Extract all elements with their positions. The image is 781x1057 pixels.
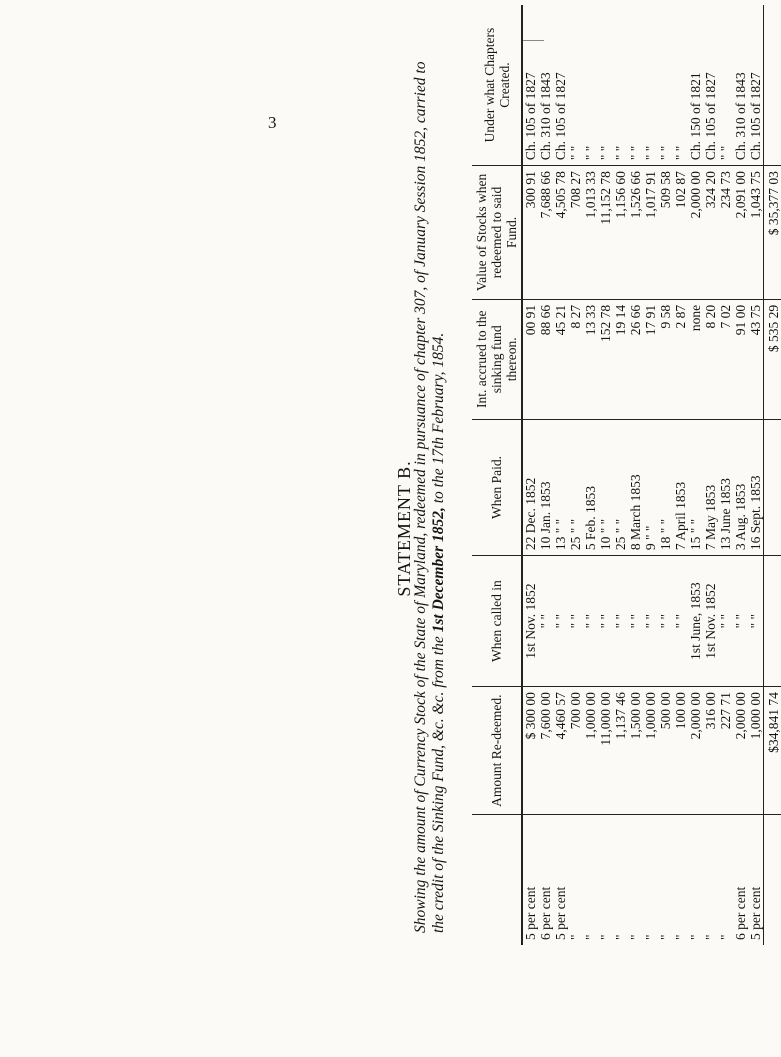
cell-paid: 9 " " [643,419,658,555]
cell-value: 4,505 78 [553,166,568,300]
cell-rate: " [583,934,598,940]
cell-value: 1,017 91 [643,166,658,300]
cell-rate: 5 per cent [553,886,568,940]
total-called [764,556,781,687]
cell-chapter: " " [628,5,643,166]
cell-paid: 15 " " [688,419,703,555]
cell-called: " " [628,556,643,687]
cell-amount: 11,000 00 [598,687,613,815]
cell-rate: " [718,934,733,940]
cell-interest: 88 66 [538,299,553,419]
cell-rate: " [628,934,643,940]
cell-chapter: " " [673,5,688,166]
table-row [522,5,538,945]
header-chapter: Under what Chapters Created. [472,5,522,166]
cell-amount: 1,000 00 [583,687,598,815]
cell-amount: 316 00 [703,687,718,815]
totals-row [764,5,781,945]
cell-interest: 2 87 [673,299,688,419]
cell-value: 7,688 66 [538,166,553,300]
cell-paid: 25 " " [613,419,628,555]
table-row [538,5,553,945]
total-interest: $ 535 29 [764,299,781,419]
subtitle-text: Showing the amount of Currency Stock of the State of Maryland, redeemed in pursuance of chapter 307, of January Session 1852, carried to the credit of the Sinking Fund, &c. &c. from the [412,61,447,933]
cell-value: 324 20 [703,166,718,300]
cell-interest: 43 75 [748,299,764,419]
cell-called: " " [553,556,568,687]
redemption-table [472,5,781,945]
table-row [553,5,568,945]
cell-chapter: Ch. 310 of 1843 [733,5,748,166]
cell-interest: 45 21 [553,299,568,419]
cell-amount: 700 00 [568,687,583,815]
header-value: Value of Stocks when redeemed to said Fund. [472,166,522,300]
table-row [718,5,733,945]
cell-amount: 1,137 46 [613,687,628,815]
cell-interest: 8 27 [568,299,583,419]
cell-interest: 152 78 [598,299,613,419]
table-body [522,5,764,945]
total-chapter [764,5,781,166]
cell-paid: 3 Aug. 1853 [733,419,748,555]
cell-rate: 5 per cent [523,886,538,940]
header-amount: Amount Re-deemed. [472,687,522,815]
table-header-row [472,5,522,945]
subtitle-end: to the 17th February, 1854. [430,332,447,504]
table-row [628,5,643,945]
cell-called: 1st Nov. 1852 [703,556,718,687]
table-row [703,5,718,945]
cell-value: 708 27 [568,166,583,300]
cell-value: 2,000 00 [688,166,703,300]
cell-value: 509 58 [658,166,673,300]
cell-called: 1st Nov. 1852 [522,556,538,687]
table-row [733,5,748,945]
cell-amount: 500 00 [658,687,673,815]
cell-paid: 10 " " [598,419,613,555]
cell-chapter: Ch. 105 of 1827 [553,5,568,166]
cell-interest: 13 33 [583,299,598,419]
cell-paid: 7 April 1853 [673,419,688,555]
cell-value: 1,156 60 [613,166,628,300]
cell-interest: 9 58 [658,299,673,419]
total-value: $ 35,377 03 [764,166,781,300]
cell-called: " " [568,556,583,687]
cell-interest: 00 91 [522,299,538,419]
cell-called: " " [718,556,733,687]
cell-value: 1,526 66 [628,166,643,300]
cell-chapter: Ch. 150 of 1821 [688,5,703,166]
cell-chapter: Ch. 105 of 1827 [522,5,538,166]
cell-amount: 227 71 [718,687,733,815]
cell-chapter: " " [613,5,628,166]
cell-interest: 91 00 [733,299,748,419]
cell-paid: 13 " " [553,419,568,555]
cell-rate: " [673,934,688,940]
cell-called: 1st June, 1853 [688,556,703,687]
cell-called: " " [598,556,613,687]
cell-paid: 8 March 1853 [628,419,643,555]
statement-title: STATEMENT B. [394,460,414,597]
cell-called: " " [748,556,764,687]
cell-chapter: Ch. 310 of 1843 [538,5,553,166]
cell-interest: 8 20 [703,299,718,419]
cell-chapter: Ch. 105 of 1827 [748,5,764,166]
header-paid: When Paid. [472,419,522,555]
cell-called: " " [643,556,658,687]
header-interest: Int. accrued to the sinking fund thereon. [472,299,522,419]
cell-interest: 19 14 [613,299,628,419]
total-label [764,815,781,945]
cell-value: 2,091 00 [733,166,748,300]
subtitle-bold-date: 1st December 1852, [430,507,447,633]
cell-amount: $ 300 00 [522,687,538,815]
header-called: When called in [472,556,522,687]
cell-chapter: " " [718,5,733,166]
total-paid [764,419,781,555]
header-rate [472,815,522,945]
cell-paid: 5 Feb. 1853 [583,419,598,555]
cell-paid: 18 " " [658,419,673,555]
cell-called: " " [583,556,598,687]
cell-amount: 2,000 00 [688,687,703,815]
cell-rate: " [658,934,673,940]
table-row [673,5,688,945]
cell-rate: 5 per cent [748,886,763,940]
table-row [643,5,658,945]
cell-interest: none [688,299,703,419]
statement-subtitle [412,43,448,933]
cell-value: 300 91 [522,166,538,300]
table-row [568,5,583,945]
cell-interest: 17 91 [643,299,658,419]
cell-amount: 2,000 00 [733,687,748,815]
cell-amount: 1,500 00 [628,687,643,815]
cell-chapter: Ch. 105 of 1827 [703,5,718,166]
cell-paid: 7 May 1853 [703,419,718,555]
cell-amount: 1,000 00 [748,687,764,815]
table-row [613,5,628,945]
cell-paid: 16 Sept. 1853 [748,419,764,555]
cell-value: 11,152 78 [598,166,613,300]
table-row [583,5,598,945]
cell-paid: 10 Jan. 1853 [538,419,553,555]
cell-interest: 7 02 [718,299,733,419]
cell-value: 102 87 [673,166,688,300]
cell-amount: 1,000 00 [643,687,658,815]
total-amount: $34,841 74 [764,687,781,815]
cell-rate: " [643,934,658,940]
cell-chapter: " " [643,5,658,166]
table-row [598,5,613,945]
cell-amount: 7,600 00 [538,687,553,815]
cell-rate: 6 per cent [538,886,553,940]
cell-amount: 100 00 [673,687,688,815]
page-number: 3 [268,113,277,132]
cell-chapter: " " [568,5,583,166]
cell-called: " " [538,556,553,687]
cell-rate: 6 per cent [733,886,748,940]
cell-chapter: " " [583,5,598,166]
cell-value: 1,043 75 [748,166,764,300]
cell-called: " " [658,556,673,687]
cell-chapter: " " [658,5,673,166]
cell-rate: " [703,934,718,940]
cell-value: 1,013 33 [583,166,598,300]
cell-called: " " [733,556,748,687]
cell-rate: " [598,934,613,940]
cell-interest: 26 66 [628,299,643,419]
cell-paid: 22 Dec. 1852 [522,419,538,555]
cell-rate: " [568,934,583,940]
cell-chapter: " " [598,5,613,166]
table-row [658,5,673,945]
cell-called: " " [673,556,688,687]
table-row [748,5,764,945]
cell-paid: 25 " " [568,419,583,555]
cell-paid: 13 June 1853 [718,419,733,555]
table-row [688,5,703,945]
cell-rate: " [688,934,703,940]
cell-value: 234 73 [718,166,733,300]
cell-amount: 4,460 57 [553,687,568,815]
cell-called: " " [613,556,628,687]
cell-rate: " [613,934,628,940]
